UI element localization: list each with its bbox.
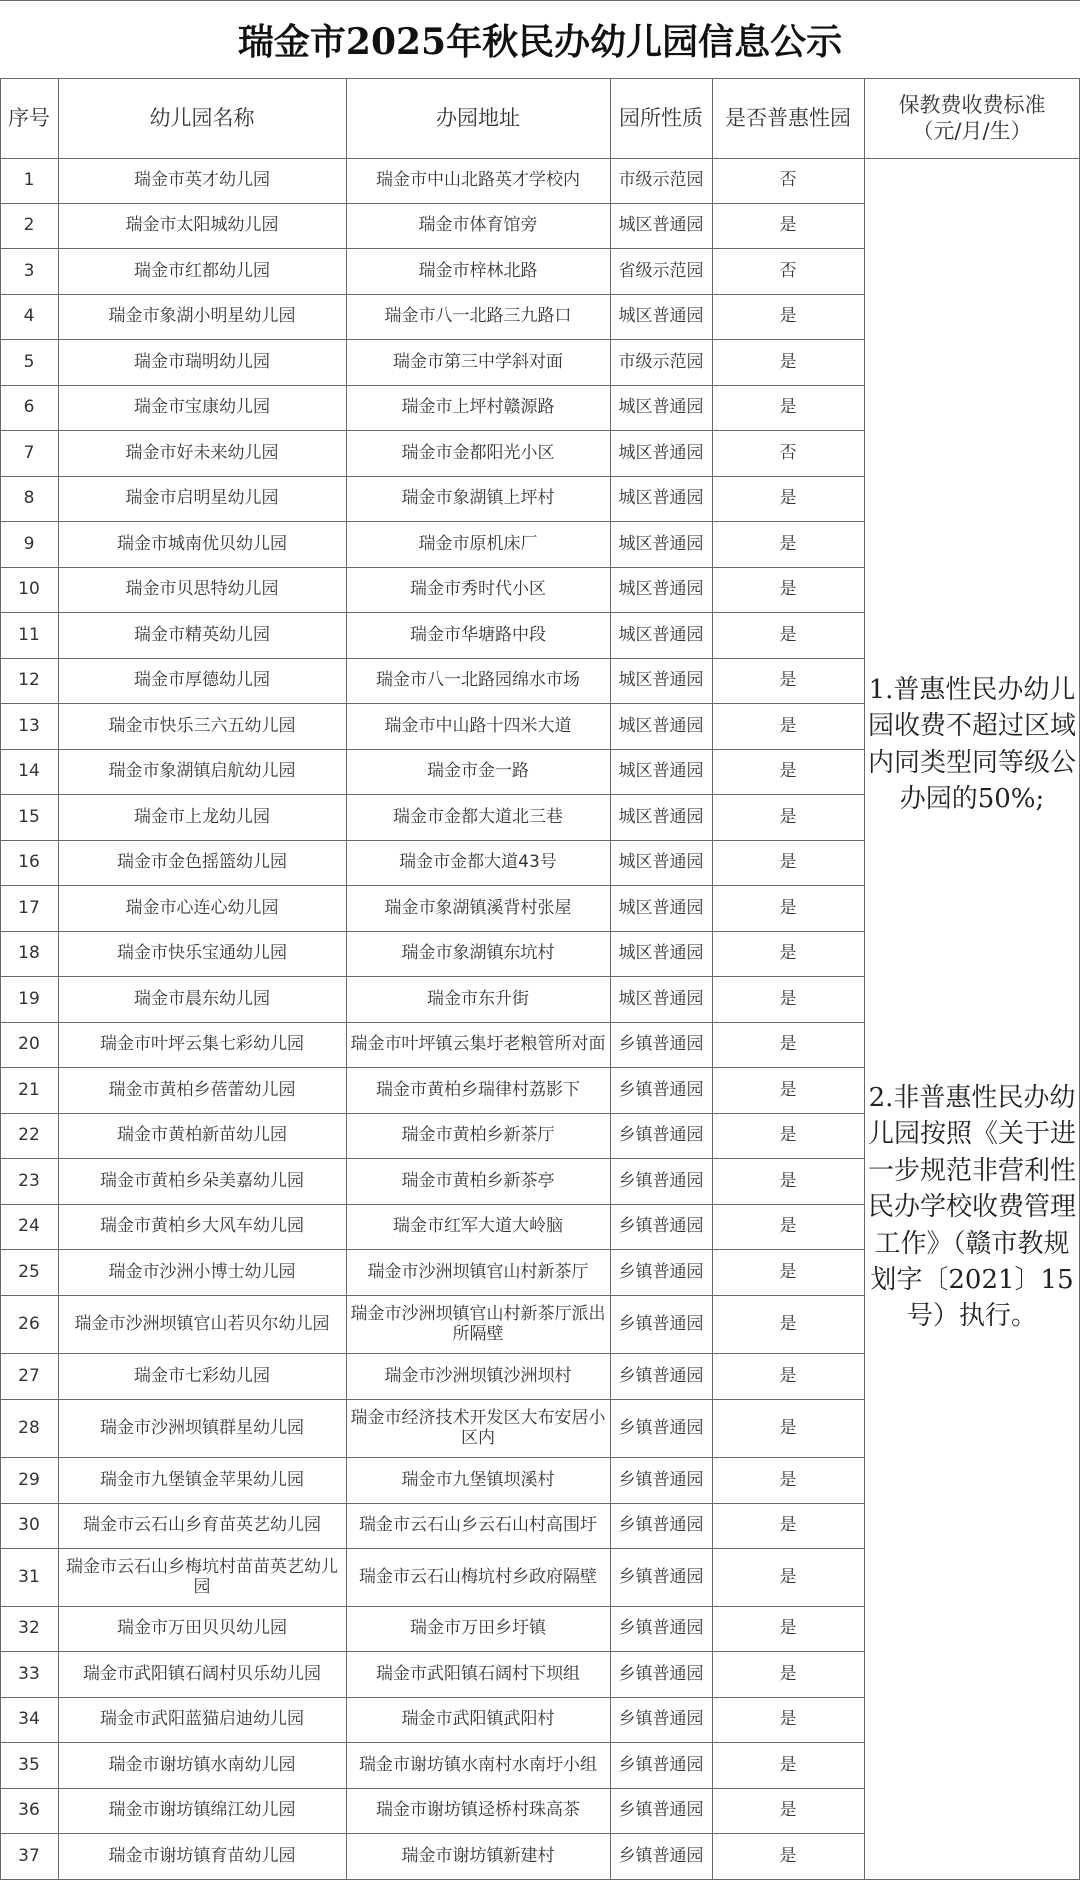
row-address: 瑞金市八一北路园绵水市场 (376, 670, 580, 691)
table-row-divider (0, 1742, 864, 1743)
table-row-divider (0, 78, 1080, 79)
row-inclusive: 是 (779, 897, 797, 918)
table-row-divider (0, 885, 864, 886)
row-nature: 城区普通园 (618, 624, 704, 645)
row-address: 瑞金市第三中学斜对面 (393, 351, 563, 372)
row-kindergarten-name: 瑞金市金色摇篮幼儿园 (117, 852, 287, 873)
row-nature: 乡镇普通园 (618, 1313, 704, 1334)
row-seq: 2 (23, 215, 35, 236)
table-row-divider (0, 1548, 864, 1549)
row-seq: 18 (18, 943, 40, 964)
row-inclusive: 是 (779, 351, 797, 372)
row-address: 瑞金市谢坊镇水南村水南圩小组 (359, 1754, 597, 1775)
row-address: 瑞金市金都阳光小区 (401, 442, 555, 463)
row-inclusive: 是 (779, 1469, 797, 1490)
row-nature: 市级示范园 (618, 170, 704, 191)
row-inclusive: 是 (779, 1125, 797, 1146)
row-seq: 8 (23, 488, 35, 509)
table-row-divider (0, 1204, 864, 1205)
table-row-divider (0, 1022, 864, 1023)
row-inclusive: 是 (779, 1034, 797, 1055)
row-nature: 乡镇普通园 (618, 1618, 704, 1639)
table-row-divider (0, 476, 864, 477)
row-address: 瑞金市象湖镇东坑村 (401, 943, 555, 964)
table-column-divider (0, 78, 1, 1879)
row-kindergarten-name: 瑞金市叶坪云集七彩幼儿园 (100, 1034, 304, 1055)
row-nature: 城区普通园 (618, 442, 704, 463)
row-kindergarten-name: 瑞金市谢坊镇水南幼儿园 (108, 1754, 296, 1775)
row-address: 瑞金市象湖镇上坪村 (401, 488, 555, 509)
table-row-divider (0, 294, 864, 295)
row-kindergarten-name: 瑞金市厚德幼儿园 (134, 670, 270, 691)
table-row-divider (0, 1606, 864, 1607)
row-kindergarten-name: 瑞金市贝思特幼儿园 (125, 579, 279, 600)
row-kindergarten-name: 瑞金市城南优贝幼儿园 (117, 533, 287, 554)
row-seq: 11 (18, 624, 40, 645)
row-inclusive: 是 (779, 1709, 797, 1730)
table-row-divider (0, 976, 864, 977)
row-nature: 城区普通园 (618, 943, 704, 964)
table-row-divider (0, 1399, 864, 1400)
row-kindergarten-name: 瑞金市黄柏乡朵美嘉幼儿园 (100, 1170, 304, 1191)
row-seq: 13 (18, 715, 40, 736)
row-nature: 市级示范园 (618, 351, 704, 372)
row-seq: 6 (23, 397, 35, 418)
header-kindergarten-name: 幼儿园名称 (149, 105, 255, 130)
table-row-divider (0, 1651, 864, 1652)
row-kindergarten-name: 瑞金市太阳城幼儿园 (125, 215, 279, 236)
row-inclusive: 是 (779, 1663, 797, 1684)
row-nature: 城区普通园 (618, 397, 704, 418)
row-address: 瑞金市八一北路三九路口 (384, 306, 572, 327)
row-seq: 16 (18, 852, 40, 873)
row-inclusive: 是 (779, 1515, 797, 1536)
row-nature: 乡镇普通园 (618, 1800, 704, 1821)
row-kindergarten-name: 瑞金市晨东幼儿园 (134, 988, 270, 1009)
row-address: 瑞金市九堡镇坝溪村 (401, 1469, 555, 1490)
row-seq: 4 (23, 306, 35, 327)
row-kindergarten-name: 瑞金市好未来幼儿园 (125, 442, 279, 463)
table-column-divider (712, 78, 713, 1879)
row-seq: 3 (23, 260, 35, 281)
table-row-divider (0, 1067, 864, 1068)
row-nature: 城区普通园 (618, 670, 704, 691)
table-row-divider (0, 430, 864, 431)
row-kindergarten-name: 瑞金市谢坊镇育苗幼儿园 (108, 1845, 296, 1866)
row-nature: 乡镇普通园 (618, 1709, 704, 1730)
table-column-divider (610, 78, 611, 1879)
row-nature: 乡镇普通园 (618, 1515, 704, 1536)
row-inclusive: 是 (779, 533, 797, 554)
row-nature: 城区普通园 (618, 897, 704, 918)
row-address: 瑞金市云石山乡云石山村高围圩 (359, 1515, 597, 1536)
row-address: 瑞金市谢坊镇迳桥村珠高茶 (376, 1800, 580, 1821)
row-kindergarten-name: 瑞金市象湖小明星幼儿园 (108, 306, 296, 327)
row-kindergarten-name: 瑞金市心连心幼儿园 (125, 897, 279, 918)
row-seq: 15 (18, 806, 40, 827)
table-row-divider (0, 658, 864, 659)
table-row-divider (0, 612, 864, 613)
row-nature: 乡镇普通园 (618, 1469, 704, 1490)
row-nature: 城区普通园 (618, 761, 704, 782)
row-seq: 28 (18, 1417, 40, 1438)
row-address: 瑞金市黄柏乡瑞律村荔影下 (376, 1079, 580, 1100)
row-inclusive: 否 (779, 442, 797, 463)
row-kindergarten-name: 瑞金市英才幼儿园 (134, 170, 270, 191)
row-seq: 17 (18, 897, 40, 918)
row-address: 瑞金市沙洲坝镇官山村新茶厅派出所隔壁 (350, 1303, 606, 1344)
row-address: 瑞金市华塘路中段 (410, 624, 546, 645)
row-kindergarten-name: 瑞金市武阳蓝猫启迪幼儿园 (100, 1709, 304, 1730)
row-seq: 29 (18, 1469, 40, 1490)
row-inclusive: 是 (779, 579, 797, 600)
row-nature: 乡镇普通园 (618, 1566, 704, 1587)
row-nature: 乡镇普通园 (618, 1845, 704, 1866)
row-seq: 19 (18, 988, 40, 1009)
row-address: 瑞金市沙洲坝镇官山村新茶厅 (367, 1261, 589, 1282)
row-address: 瑞金市中山北路英才学校内 (376, 170, 580, 191)
row-kindergarten-name: 瑞金市黄柏乡蓓蕾幼儿园 (108, 1079, 296, 1100)
table-row-divider (0, 158, 1080, 159)
row-seq: 34 (18, 1709, 40, 1730)
row-nature: 乡镇普通园 (618, 1663, 704, 1684)
table-row-divider (0, 1833, 864, 1834)
row-nature: 乡镇普通园 (618, 1417, 704, 1438)
row-nature: 城区普通园 (618, 306, 704, 327)
row-kindergarten-name: 瑞金市武阳镇石阔村贝乐幼儿园 (83, 1663, 321, 1684)
row-inclusive: 是 (779, 715, 797, 736)
row-inclusive: 是 (779, 488, 797, 509)
row-kindergarten-name: 瑞金市万田贝贝幼儿园 (117, 1618, 287, 1639)
row-address: 瑞金市上坪村赣源路 (401, 397, 555, 418)
table-row-divider (0, 703, 864, 704)
table-row-divider (0, 248, 864, 249)
row-seq: 23 (18, 1170, 40, 1191)
table-row-divider (0, 1295, 864, 1296)
row-inclusive: 否 (779, 260, 797, 281)
header-seq: 序号 (8, 105, 50, 130)
page-title: 瑞金市2025年秋民办幼儿园信息公示 (237, 20, 843, 63)
row-seq: 7 (23, 442, 35, 463)
table-row-divider (0, 203, 864, 204)
row-address: 瑞金市金都大道43号 (399, 852, 557, 873)
row-seq: 20 (18, 1034, 40, 1055)
row-kindergarten-name: 瑞金市上龙幼儿园 (134, 806, 270, 827)
table-row-divider (0, 1879, 1080, 1880)
row-nature: 城区普通园 (618, 715, 704, 736)
row-address: 瑞金市东升街 (427, 988, 529, 1009)
row-inclusive: 是 (779, 1261, 797, 1282)
row-inclusive: 是 (779, 943, 797, 964)
row-seq: 9 (23, 533, 35, 554)
row-seq: 36 (18, 1800, 40, 1821)
row-seq: 1 (23, 170, 35, 191)
row-nature: 乡镇普通园 (618, 1079, 704, 1100)
row-address: 瑞金市金一路 (427, 761, 529, 782)
table-row-divider (0, 1503, 864, 1504)
header-fee-standard: 保教费收费标准（元/月/生） (898, 92, 1046, 143)
table-column-divider (58, 78, 59, 1879)
row-address: 瑞金市万田乡圩镇 (410, 1618, 546, 1639)
row-seq: 25 (18, 1261, 40, 1282)
row-inclusive: 是 (779, 670, 797, 691)
row-address: 瑞金市红军大道大岭脑 (393, 1216, 563, 1237)
row-nature: 城区普通园 (618, 533, 704, 554)
row-address: 瑞金市体育馆旁 (418, 215, 538, 236)
row-nature: 省级示范园 (618, 260, 704, 281)
row-inclusive: 是 (779, 215, 797, 236)
row-inclusive: 是 (779, 852, 797, 873)
row-inclusive: 是 (779, 806, 797, 827)
row-inclusive: 是 (779, 1170, 797, 1191)
table-row-divider (0, 385, 864, 386)
table-row-divider (0, 1788, 864, 1789)
table-border-top (0, 0, 1080, 1)
row-nature: 城区普通园 (618, 579, 704, 600)
row-inclusive: 是 (779, 1754, 797, 1775)
row-kindergarten-name: 瑞金市沙洲小博士幼儿园 (108, 1261, 296, 1282)
table-column-divider (346, 78, 347, 1879)
table-row-divider (0, 749, 864, 750)
row-inclusive: 是 (779, 1216, 797, 1237)
table-row-divider (0, 794, 864, 795)
row-seq: 10 (18, 579, 40, 600)
row-kindergarten-name: 瑞金市七彩幼儿园 (134, 1365, 270, 1386)
row-address: 瑞金市黄柏乡新茶亭 (401, 1170, 555, 1191)
table-row-divider (0, 1353, 864, 1354)
table-row-divider (0, 1457, 864, 1458)
row-address: 瑞金市黄柏乡新茶厅 (401, 1125, 555, 1146)
table-row-divider (0, 1249, 864, 1250)
table-row-divider (0, 521, 864, 522)
row-seq: 22 (18, 1125, 40, 1146)
row-seq: 24 (18, 1216, 40, 1237)
row-nature: 城区普通园 (618, 806, 704, 827)
row-address: 瑞金市叶坪镇云集圩老粮管所对面 (350, 1034, 606, 1055)
header-address: 办园地址 (436, 105, 520, 130)
row-address: 瑞金市谢坊镇新建村 (401, 1845, 555, 1866)
row-inclusive: 否 (779, 170, 797, 191)
row-nature: 乡镇普通园 (618, 1261, 704, 1282)
header-inclusive: 是否普惠性园 (725, 105, 851, 130)
row-address: 瑞金市象湖镇溪背村张屋 (384, 897, 572, 918)
row-nature: 城区普通园 (618, 852, 704, 873)
row-nature: 城区普通园 (618, 988, 704, 1009)
row-inclusive: 是 (779, 624, 797, 645)
row-seq: 32 (18, 1618, 40, 1639)
fee-note-non-inclusive: 2.非普惠性民办幼儿园按照《关于进一步规范非营利性民办学校收费管理工作》（赣市教规划字〔2021〕15号）执行。 (868, 1083, 1077, 1332)
row-nature: 乡镇普通园 (618, 1754, 704, 1775)
row-seq: 37 (18, 1845, 40, 1866)
row-address: 瑞金市梓林北路 (418, 260, 538, 281)
row-kindergarten-name: 瑞金市象湖镇启航幼儿园 (108, 761, 296, 782)
row-inclusive: 是 (779, 1800, 797, 1821)
row-inclusive: 是 (779, 397, 797, 418)
row-inclusive: 是 (779, 1417, 797, 1438)
row-address: 瑞金市中山路十四米大道 (384, 715, 572, 736)
row-kindergarten-name: 瑞金市红都幼儿园 (134, 260, 270, 281)
row-inclusive: 是 (779, 1079, 797, 1100)
row-nature: 城区普通园 (618, 215, 704, 236)
row-seq: 5 (23, 351, 35, 372)
table-row-divider (0, 567, 864, 568)
row-kindergarten-name: 瑞金市快乐三六五幼儿园 (108, 715, 296, 736)
row-inclusive: 是 (779, 1618, 797, 1639)
row-seq: 31 (18, 1566, 40, 1587)
row-inclusive: 是 (779, 1365, 797, 1386)
row-kindergarten-name: 瑞金市启明星幼儿园 (125, 488, 279, 509)
row-seq: 35 (18, 1754, 40, 1775)
row-seq: 12 (18, 670, 40, 691)
row-inclusive: 是 (779, 761, 797, 782)
row-kindergarten-name: 瑞金市云石山乡育苗英艺幼儿园 (83, 1515, 321, 1536)
header-nature: 园所性质 (619, 105, 703, 130)
row-kindergarten-name: 瑞金市精英幼儿园 (134, 624, 270, 645)
row-seq: 21 (18, 1079, 40, 1100)
row-kindergarten-name: 瑞金市宝康幼儿园 (134, 397, 270, 418)
row-nature: 乡镇普通园 (618, 1034, 704, 1055)
row-address: 瑞金市原机床厂 (418, 533, 538, 554)
row-nature: 乡镇普通园 (618, 1216, 704, 1237)
row-seq: 14 (18, 761, 40, 782)
row-address: 瑞金市经济技术开发区大布安居小区内 (350, 1407, 606, 1448)
row-seq: 26 (18, 1313, 40, 1334)
table-row-divider (0, 339, 864, 340)
row-nature: 乡镇普通园 (618, 1365, 704, 1386)
row-address: 瑞金市武阳镇石阔村下坝组 (376, 1663, 580, 1684)
row-nature: 乡镇普通园 (618, 1125, 704, 1146)
row-kindergarten-name: 瑞金市九堡镇金苹果幼儿园 (100, 1469, 304, 1490)
row-inclusive: 是 (779, 1313, 797, 1334)
row-address: 瑞金市金都大道北三巷 (393, 806, 563, 827)
table-row-divider (0, 1113, 864, 1114)
row-kindergarten-name: 瑞金市瑞明幼儿园 (134, 351, 270, 372)
row-address: 瑞金市云石山梅坑村乡政府隔壁 (359, 1566, 597, 1587)
table-row-divider (0, 840, 864, 841)
row-inclusive: 是 (779, 306, 797, 327)
row-address: 瑞金市武阳镇武阳村 (401, 1709, 555, 1730)
row-seq: 30 (18, 1515, 40, 1536)
row-nature: 乡镇普通园 (618, 1170, 704, 1191)
row-kindergarten-name: 瑞金市黄柏新苗幼儿园 (117, 1125, 287, 1146)
row-kindergarten-name: 瑞金市云石山乡梅坑村苗苗英艺幼儿园 (66, 1556, 338, 1597)
row-nature: 城区普通园 (618, 488, 704, 509)
fee-note-inclusive: 1.普惠性民办幼儿园收费不超过区域内同类型同等级公办园的50%; (868, 675, 1077, 815)
row-kindergarten-name: 瑞金市快乐宝通幼儿园 (117, 943, 287, 964)
table-column-divider (864, 78, 865, 1879)
row-seq: 27 (18, 1365, 40, 1386)
row-inclusive: 是 (779, 988, 797, 1009)
row-kindergarten-name: 瑞金市谢坊镇绵江幼儿园 (108, 1800, 296, 1821)
row-address: 瑞金市沙洲坝镇沙洲坝村 (384, 1365, 572, 1386)
table-row-divider (0, 1697, 864, 1698)
row-address: 瑞金市秀时代小区 (410, 579, 546, 600)
row-kindergarten-name: 瑞金市沙洲坝镇官山若贝尔幼儿园 (74, 1313, 330, 1334)
row-seq: 33 (18, 1663, 40, 1684)
row-inclusive: 是 (779, 1845, 797, 1866)
row-inclusive: 是 (779, 1566, 797, 1587)
row-kindergarten-name: 瑞金市黄柏乡大风车幼儿园 (100, 1216, 304, 1237)
table-row-divider (0, 931, 864, 932)
table-row-divider (0, 1158, 864, 1159)
row-kindergarten-name: 瑞金市沙洲坝镇群星幼儿园 (100, 1417, 304, 1438)
